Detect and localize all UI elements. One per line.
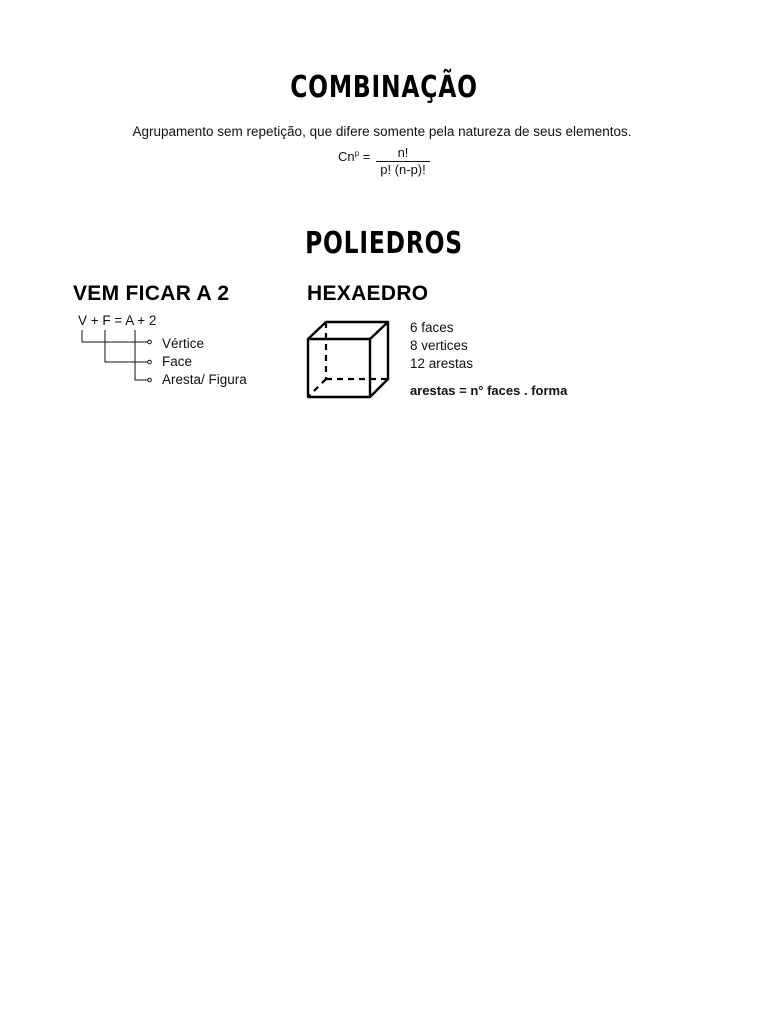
formula-numerator: n! <box>376 145 430 162</box>
formula-denominator: p! (n-p)! <box>380 162 426 177</box>
combinacao-description: Agrupamento sem repetição, que difere somente pela natureza de seus elementos. <box>132 124 632 139</box>
legend-aresta: Aresta/ Figura <box>162 372 247 387</box>
formula-fraction <box>376 145 430 177</box>
hexaedro-faces: 6 faces <box>410 320 454 335</box>
hexaedro-vertices: 8 vertices <box>410 338 468 353</box>
euler-formula: V + F = A + 2 <box>78 313 157 328</box>
euler-bracket-lines <box>78 328 158 390</box>
formula-superscript: p <box>354 149 360 158</box>
combinacao-title: COMBINAÇÃO <box>290 70 478 105</box>
formula-base: Cn <box>338 149 355 164</box>
legend-face: Face <box>162 354 193 369</box>
poliedros-title: POLIEDROS <box>305 226 463 261</box>
arestas-rule: arestas = n° faces . forma <box>410 383 568 398</box>
formula-lhs <box>338 149 370 164</box>
hexaedro-heading: HEXAEDRO <box>307 282 429 305</box>
legend-vertice: Vértice <box>162 336 205 351</box>
formula-equals: = <box>362 149 371 164</box>
hexaedro-arestas: 12 arestas <box>410 356 474 371</box>
euler-heading: VEM FICAR A 2 <box>73 282 230 305</box>
cube-drawing <box>304 318 394 402</box>
